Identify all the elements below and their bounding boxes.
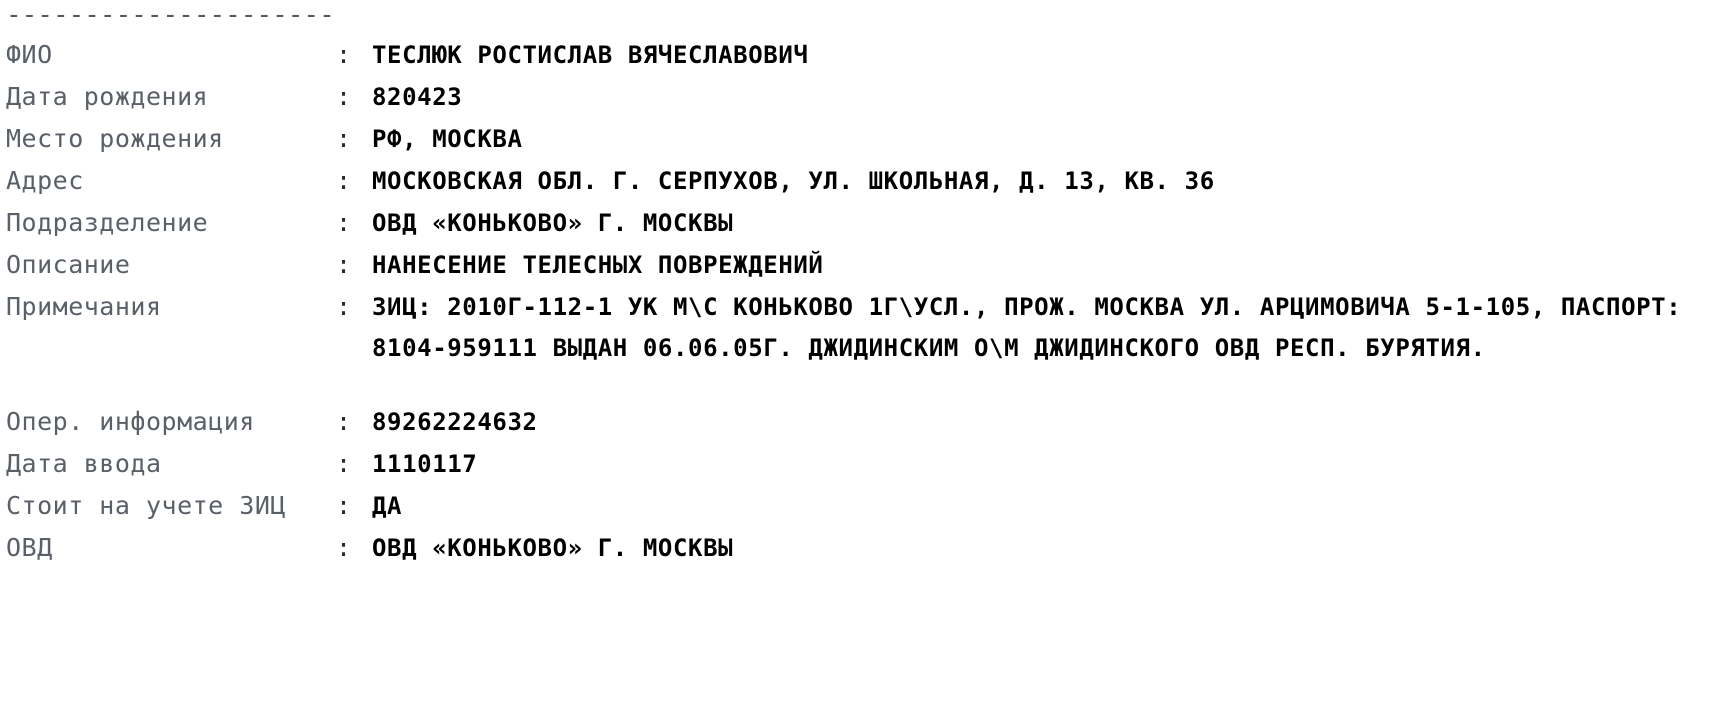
field-label: Дата ввода bbox=[6, 449, 162, 478]
field-row-birth-date bbox=[6, 76, 1732, 118]
field-row-department bbox=[6, 202, 1732, 244]
field-row-entry-date bbox=[6, 443, 1732, 485]
field-label: Примечания bbox=[6, 292, 162, 321]
field-separator: : bbox=[336, 166, 352, 195]
field-label: ОВД bbox=[6, 533, 53, 562]
field-separator: : bbox=[336, 82, 352, 111]
field-label: Стоит на учете ЗИЦ bbox=[6, 491, 286, 520]
field-separator: : bbox=[336, 124, 352, 153]
field-row-birth-place bbox=[6, 118, 1732, 160]
field-value-entry-date: 1110117 bbox=[372, 450, 478, 478]
field-separator: : bbox=[336, 449, 352, 478]
field-label: Опер. информация bbox=[6, 407, 255, 436]
field-row-zic-registered bbox=[6, 485, 1732, 527]
top-divider: --------------------- bbox=[6, 0, 335, 30]
field-row-description bbox=[6, 244, 1732, 286]
field-separator: : bbox=[336, 491, 352, 520]
field-value-oper-info: 89262224632 bbox=[372, 408, 538, 436]
field-value-zic-registered: ДА bbox=[372, 492, 403, 520]
field-value-department: ОВД «КОНЬКОВО» Г. МОСКВЫ bbox=[372, 209, 734, 237]
field-row-address bbox=[6, 160, 1732, 202]
field-value-address: МОСКОВСКАЯ ОБЛ. Г. СЕРПУХОВ, УЛ. ШКОЛЬНАЯ, Д. 13, КВ. 36 bbox=[372, 167, 1215, 195]
field-label: Описание bbox=[6, 250, 131, 279]
field-value-birth-place: РФ, МОСКВА bbox=[372, 125, 523, 153]
field-value-ovd: ОВД «КОНЬКОВО» Г. МОСКВЫ bbox=[372, 534, 734, 562]
field-separator: : bbox=[336, 250, 352, 279]
field-label: ФИО bbox=[6, 40, 53, 69]
field-label: Подразделение bbox=[6, 208, 209, 237]
field-value-description: НАНЕСЕНИЕ ТЕЛЕСНЫХ ПОВРЕЖДЕНИЙ bbox=[372, 251, 824, 279]
field-separator: : bbox=[336, 208, 352, 237]
field-separator: : bbox=[336, 40, 352, 69]
record-primary-fields bbox=[0, 34, 1732, 569]
field-row-fio bbox=[6, 34, 1732, 76]
field-row-oper-info bbox=[6, 401, 1732, 443]
field-value-notes: ЗИЦ: 2010Г-112-1 УК М\С КОНЬКОВО 1Г\УСЛ., ПРОЖ. МОСКВА УЛ. АРЦИМОВИЧА 5-1-105, ПАСПОРТ: 8104-959111 ВЫДАН 06.06.05Г. ДЖИДИНСКИМ О\М ДЖИДИНСКОГО ОВД РЕСП. БУРЯТИЯ. bbox=[372, 293, 1697, 362]
field-row-notes bbox=[6, 286, 1732, 369]
field-label: Место рождения bbox=[6, 124, 224, 153]
field-value-birth-date: 820423 bbox=[372, 83, 463, 111]
field-value-fio: ТЕСЛЮК РОСТИСЛАВ ВЯЧЕСЛАВОВИЧ bbox=[372, 41, 809, 69]
section-gap bbox=[6, 369, 1732, 401]
field-separator: : bbox=[336, 292, 352, 321]
field-separator: : bbox=[336, 533, 352, 562]
field-separator: : bbox=[336, 407, 352, 436]
field-label: Адрес bbox=[6, 166, 84, 195]
field-row-ovd bbox=[6, 527, 1732, 569]
field-label: Дата рождения bbox=[6, 82, 209, 111]
